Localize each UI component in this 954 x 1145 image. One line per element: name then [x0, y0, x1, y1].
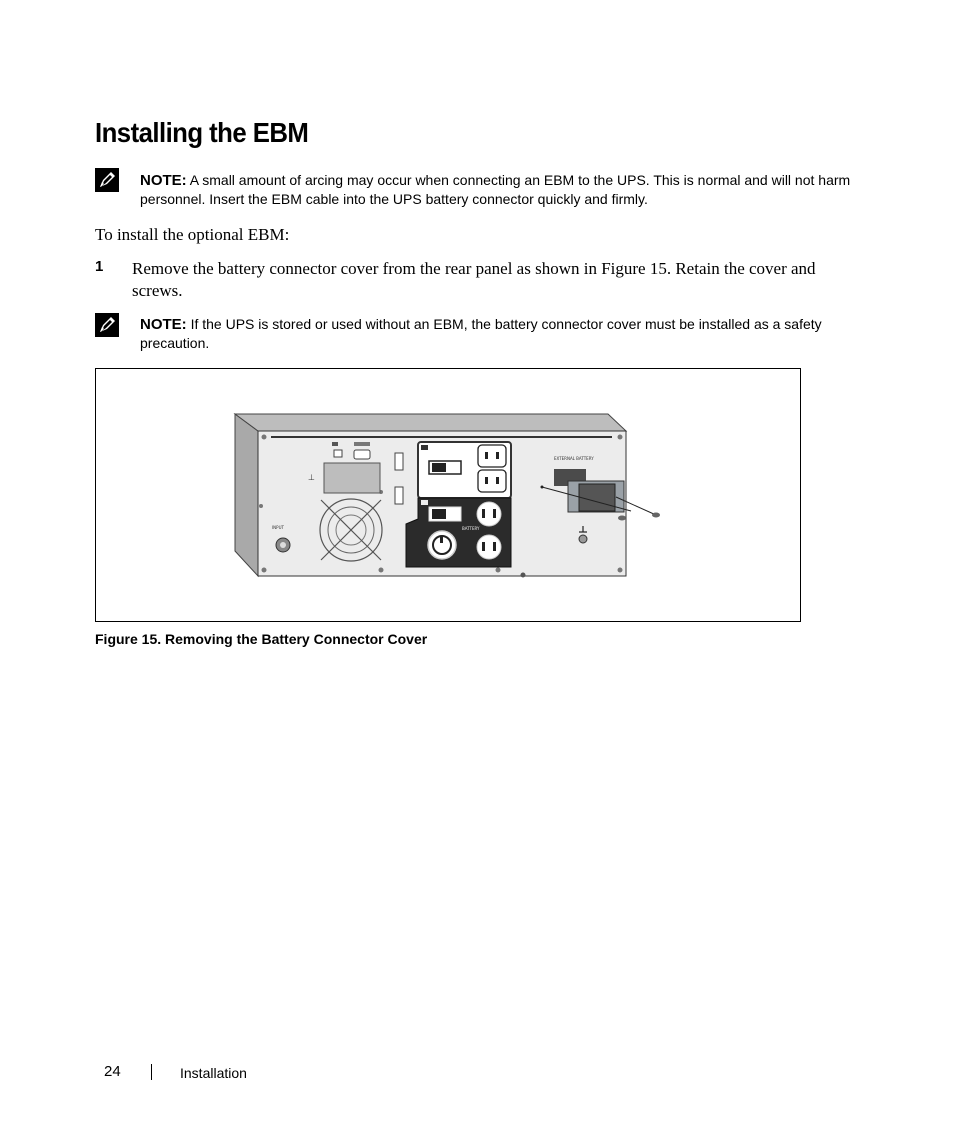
- step-text: Remove the battery connector cover from the rear panel as shown in Figure 15. Retain the cover and screws.: [132, 259, 816, 300]
- footer-divider: [151, 1064, 152, 1080]
- note-pencil-icon: [95, 168, 119, 192]
- svg-text:BATTERY: BATTERY: [462, 526, 480, 531]
- footer-section: Installation: [180, 1065, 247, 1081]
- svg-text:⊥: ⊥: [308, 473, 315, 482]
- note-pencil-icon: [95, 313, 119, 337]
- page-number: 24: [104, 1063, 121, 1080]
- page-title: Installing the EBM: [95, 117, 309, 148]
- note-body: A small amount of arcing may occur when connecting an EBM to the UPS. This is normal and will not harm personnel. Insert the EBM cable into the UPS battery connector quickly and firmly.: [140, 172, 851, 207]
- note-body: If the UPS is stored or used without an EBM, the battery connector cover must be installed as a safety precaution.: [140, 316, 822, 351]
- intro-text: To install the optional EBM:: [95, 225, 290, 244]
- figure-frame: [95, 368, 801, 622]
- svg-text:INPUT: INPUT: [272, 525, 284, 530]
- ups-rear-panel-illustration: [96, 369, 800, 621]
- note-label: NOTE:: [140, 316, 187, 333]
- step-number: 1: [95, 258, 104, 275]
- note-safety: [140, 315, 860, 353]
- svg-text:EXTERNAL BATTERY: EXTERNAL BATTERY: [554, 456, 594, 461]
- figure-caption: Figure 15. Removing the Battery Connector Cover: [95, 631, 428, 647]
- note-label: NOTE:: [140, 172, 187, 189]
- note-arcing: [140, 171, 860, 209]
